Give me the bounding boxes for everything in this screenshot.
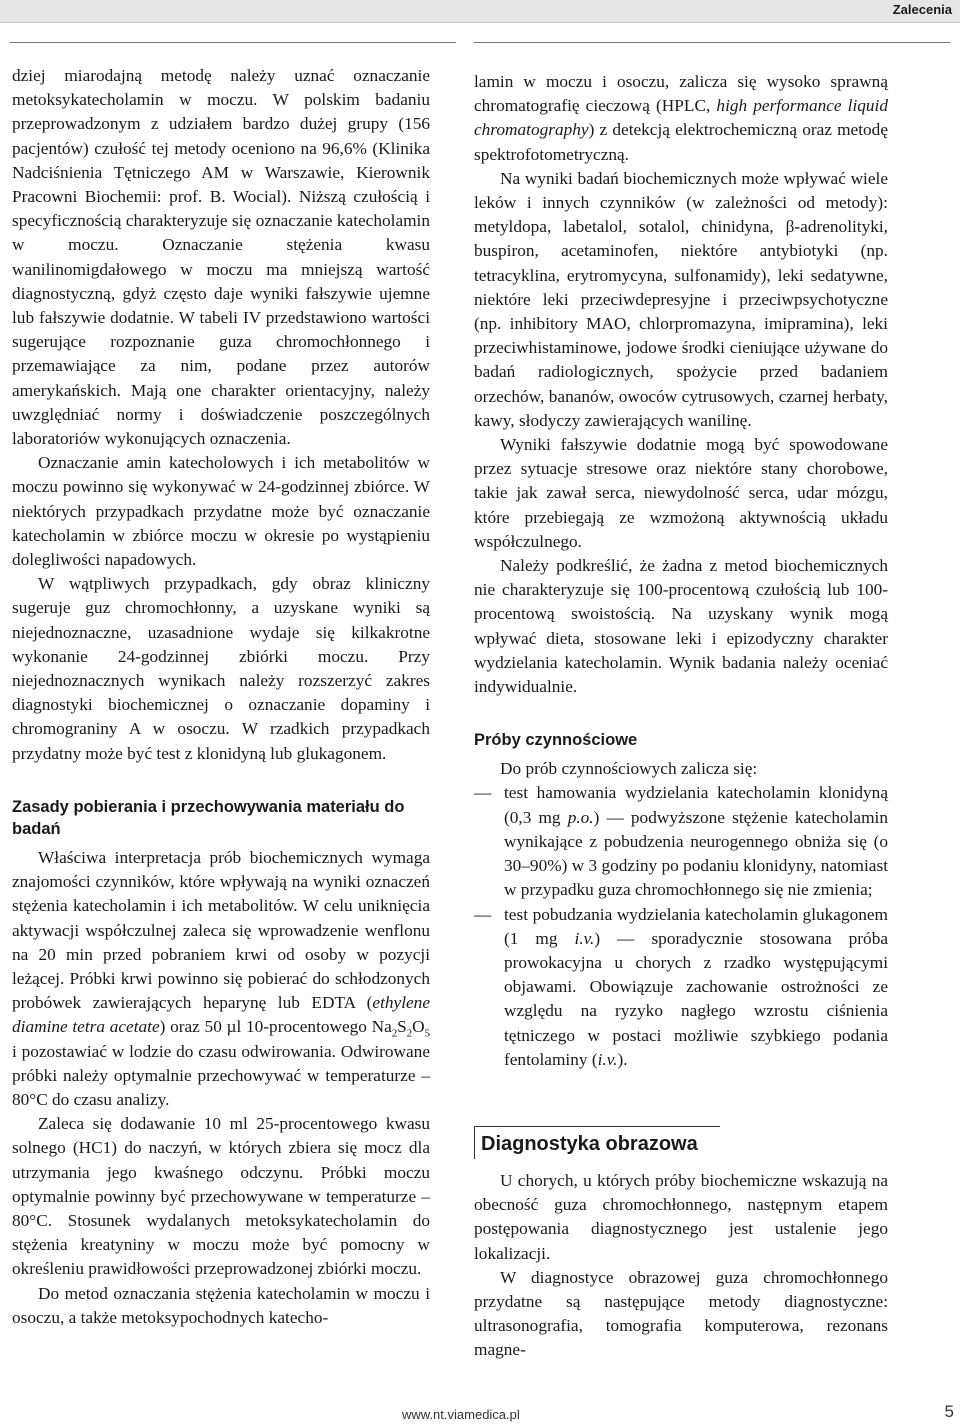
section-label: Zalecenia xyxy=(892,2,952,17)
paragraph: Należy podkreślić, że żadna z metod biochemicznych nie charakteryzuje się 100-procentową czułością lub 100-procentową swoistością. Na uzyskany wynik mogą wpływać dieta, stosowane leki i epizodyczny charakter wydzielania katecholamin. Wynik badania należy oceniać indywidualnie. xyxy=(474,556,888,697)
paragraph: W diagnostyce obrazowej guza chromochłonnego przydatne są następujące metody diagnostyczne: ultrasonografia, tomografia komputerowa, rezonans magne- xyxy=(474,1267,888,1360)
list-item: — test pobudzania wydzielania katecholamin glukagonem (1 mg i.v.) — sporadycznie stosowana próba prowokacyjna u chorych z rzadko występującymi objawami. Obowiązuje zachowanie ostrożności ze względu na ryzyko nagłego wzrostu ciśnienia tętniczego w postaci możliwie szybkiego podania fentolaminy (i.v.). xyxy=(474,903,888,1072)
paragraph: lamin w moczu i osoczu, zalicza się wysoko sprawną chromatografię cieczową (HPLC, high performance liquid chromatography) z detekcją elektrochemiczną oraz metodę spektrofotometryczną. xyxy=(474,72,888,164)
right-column-rule xyxy=(474,42,950,43)
left-column-rule xyxy=(10,42,456,43)
page-number: 5 xyxy=(944,1402,954,1421)
paragraph: Zaleca się dodawanie 10 ml 25-procentowego kwasu solnego (HC1) do naczyń, w których zbiera się mocz dla utrzymania jego kwaśnego odczynu. Próbki moczu optymalnie powinny być przechowywane w temperaturze –80°C. Stosunek wydalanych metoksykatecholamin do stężenia kreatyniny w moczu może być pomocny w określeniu prawidłowości przeprowadzonej zbiórki moczu. xyxy=(12,1114,430,1279)
paragraph: Wyniki fałszywie dodatnie mogą być spowodowane przez sytuacje stresowe oraz niektóre stany chorobowe, takie jak zawał serca, niewydolność serca, udar mózgu, które przebiegają ze wzmożoną aktywnością układu współczulnego. xyxy=(474,435,888,551)
paragraph: Oznaczanie amin katecholowych i ich metabolitów w moczu powinno się wykonywać w 24-godzinnej zbiórce. W niektórych przypadkach przydatne może być oznaczanie katecholamin w zbiórce moczu w okresie po wystąpieniu dolegliwości napadowych. xyxy=(12,453,430,570)
footer-url-link[interactable]: www.nt.viamedica.pl xyxy=(402,1407,520,1422)
list-item: — test hamowania wydzielania katecholamin klonidyną (0,3 mg p.o.) — podwyższone stężenie katecholamin wynikające z pobudzenia neurogennego obniża się (o 30–90%) w 3 godziny po podaniu klonidyny, natomiast w przypadku guza chromochłonnego się nie zmienia; xyxy=(474,781,888,902)
paragraph: Na wyniki badań biochemicznych może wpływać wiele leków i innych czynników (w zależności od metody): metyldopa, labetalol, sotalol, chinidyna, β-adrenolityki, buspiron, acetaminofen, niektóre antybiotyki (np. tetracyklina, erytromycyna, sulfonamidy), leki sedatywne, niektóre leki przeciwdepresyjne i przeciwpsychotyczne (np. inhibitory MAO, chlorpromazyna, imipramina), leki przeciwhistaminowe, jodowe środki cieniujące używane do badań radiologicznych, spożycie przed badaniem orzechów, bananów, owoców cytrusowych, czarnej herbaty, kawy, słodyczy zawierających wanilinę. xyxy=(474,168,888,430)
running-header xyxy=(0,0,960,23)
paragraph: U chorych, u których próby biochemiczne wskazują na obecność guza chromochłonnego, następnym etapem postępowania diagnostycznego jest ustalenie jego lokalizacji. xyxy=(474,1170,888,1263)
right-column xyxy=(474,70,888,1363)
paragraph: Do prób czynnościowych zalicza się: xyxy=(500,759,758,779)
test-list xyxy=(474,781,888,1071)
section-heading: Próby czynnościowe xyxy=(474,731,638,750)
left-column xyxy=(12,64,430,1330)
paragraph: Do metod oznaczania stężenia katecholamin w moczu i osoczu, a także metoksypochodnych katecho- xyxy=(12,1283,430,1327)
paragraph: Właściwa interpretacja prób biochemicznych wymaga znajomości czynników, które wpływają na wyniki oznaczeń stężenia katecholamin i ich metabolitów. W celu uniknięcia aktywacji współczulnej zaleca się wprowadzenie wenflonu na 20 min przed pobraniem krwi od osoby w pozycji leżącej. Próbki krwi powinno się pobierać do schłodzonych probówek zawierających heparynę lub EDTA (ethylene diamine tetra acetate) oraz 50 µl 10-procentowego $Na_2S_2O_5$ i pozostawiać w lodzie do czasu odwirowania. Odwirowane próbki należy optymalnie przechowywać w temperaturze –80°C do czasu analizy. xyxy=(12,847,430,1109)
paragraph: W wątpliwych przypadkach, gdy obraz kliniczny sugeruje guz chromochłonny, a uzyskane wyniki są niejednoznaczne, uzasadnione wydaje się kilkakrotne wykonanie 24-godzinnej zbiórki moczu. Przy niejednoznacznych wynikach należy rozszerzyć zakres diagnostyki biochemicznej o oznaczanie dopaminy i chromograniny A w osoczu. W rzadkich przypadkach przydatny może być test z klonidyną lub glukagonem. xyxy=(12,574,430,763)
section-heading: Zasady pobierania i przechowywania materiału do badań xyxy=(12,797,405,838)
chapter-title: Diagnostyka obrazowa xyxy=(474,1126,720,1159)
paragraph: dziej miarodajną metodę należy uznać oznaczanie metoksykatecholamin w moczu. W polskim badaniu przeprowadzonym z udziałem bardzo dużej grupy (156 pacjentów) czułość tej metody oceniono na 96,6% (Klinika Nadciśnienia Tętniczego AM w Warszawie, Kierownik Pracowni Biochemii: prof. B. Wocial). Niższą czułością i specyficznością charakteryzuje się oznaczanie katecholamin w moczu. Oznaczanie stężenia kwasu wanilinomigdałowego w moczu ma mniejszą wartość diagnostyczną, gdyż często daje wyniki fałszywie ujemne lub fałszywie dodatnie. W tabeli IV przedstawiono wartości sugerujące rozpoznanie guza chromochłonnego i przemawiające za nim, podane przez autorów amerykańskich. Mają one charakter orientacyjny, należy uwzględniać normy i doświadczenie poszczególnych laboratoriów wykonujących oznaczenia. xyxy=(12,66,430,449)
